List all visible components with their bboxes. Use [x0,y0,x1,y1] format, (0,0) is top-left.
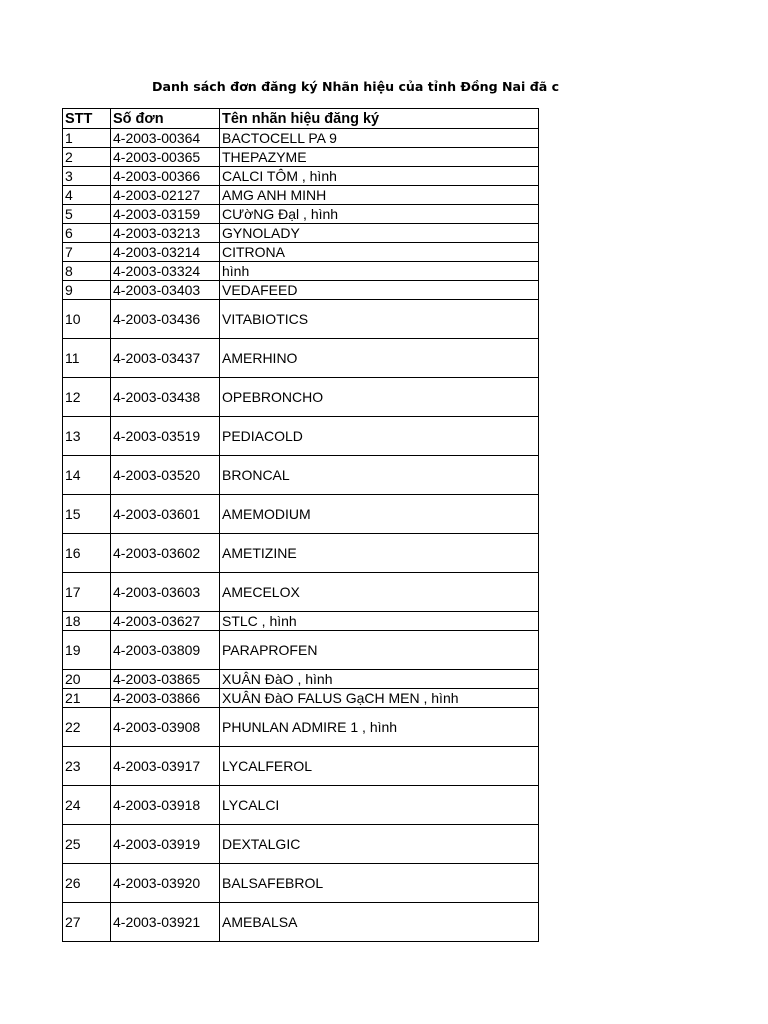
table-row [63,186,539,205]
table-row [63,339,539,378]
table-row [63,224,539,243]
table-row [63,495,539,534]
cell-stt: 11 [63,339,111,378]
table-row [63,786,539,825]
table-row [63,612,539,631]
cell-ten: VITABIOTICS [220,300,539,339]
table-row [63,708,539,747]
cell-stt: 25 [63,825,111,864]
table-row [63,903,539,942]
cell-so-don: 4-2003-03908 [111,708,220,747]
cell-so-don: 4-2003-03865 [111,670,220,689]
cell-ten: XUÂN ĐàO FALUS GạCH MEN , hình [220,689,539,708]
cell-stt: 5 [63,205,111,224]
cell-stt: 18 [63,612,111,631]
cell-ten: GYNOLADY [220,224,539,243]
table-row [63,167,539,186]
table-row [63,243,539,262]
cell-stt: 22 [63,708,111,747]
cell-ten: DEXTALGIC [220,825,539,864]
cell-ten: AMETIZINE [220,534,539,573]
cell-stt: 27 [63,903,111,942]
table-row [63,864,539,903]
cell-so-don: 4-2003-03324 [111,262,220,281]
cell-so-don: 4-2003-03214 [111,243,220,262]
cell-so-don: 4-2003-00365 [111,148,220,167]
cell-so-don: 4-2003-03919 [111,825,220,864]
cell-ten: PEDIACOLD [220,417,539,456]
cell-ten: STLC , hình [220,612,539,631]
table-row [63,534,539,573]
table-row [63,205,539,224]
cell-so-don: 4-2003-03403 [111,281,220,300]
cell-ten: AMEBALSA [220,903,539,942]
cell-stt: 8 [63,262,111,281]
cell-stt: 17 [63,573,111,612]
table-row [63,747,539,786]
cell-ten: BACTOCELL PA 9 [220,129,539,148]
cell-stt: 13 [63,417,111,456]
cell-ten: CƯờNG Đạl , hình [220,205,539,224]
cell-stt: 19 [63,631,111,670]
cell-stt: 6 [63,224,111,243]
cell-so-don: 4-2003-03213 [111,224,220,243]
cell-so-don: 4-2003-03520 [111,456,220,495]
table-row [63,670,539,689]
page-title: Danh sách đơn đăng ký Nhãn hiệu của tỉnh Đồng Nai đã c [152,79,560,94]
cell-so-don: 4-2003-03159 [111,205,220,224]
cell-stt: 21 [63,689,111,708]
table-row [63,631,539,670]
cell-so-don: 4-2003-03603 [111,573,220,612]
cell-ten: LYCALCI [220,786,539,825]
cell-ten: AMECELOX [220,573,539,612]
column-header-stt: STT [63,109,111,129]
cell-stt: 23 [63,747,111,786]
cell-stt: 3 [63,167,111,186]
cell-so-don: 4-2003-03917 [111,747,220,786]
cell-stt: 10 [63,300,111,339]
cell-so-don: 4-2003-03921 [111,903,220,942]
trademark-table [62,108,539,942]
cell-ten: XUÂN ĐàO , hình [220,670,539,689]
cell-so-don: 4-2003-03601 [111,495,220,534]
cell-ten: hình [220,262,539,281]
cell-ten: BALSAFEBROL [220,864,539,903]
cell-stt: 7 [63,243,111,262]
cell-stt: 9 [63,281,111,300]
cell-stt: 20 [63,670,111,689]
cell-stt: 24 [63,786,111,825]
cell-so-don: 4-2003-03436 [111,300,220,339]
cell-so-don: 4-2003-00364 [111,129,220,148]
cell-so-don: 4-2003-03918 [111,786,220,825]
cell-so-don: 4-2003-03519 [111,417,220,456]
cell-so-don: 4-2003-00366 [111,167,220,186]
cell-ten: AMERHINO [220,339,539,378]
cell-so-don: 4-2003-03627 [111,612,220,631]
cell-so-don: 4-2003-03920 [111,864,220,903]
cell-ten: CITRONA [220,243,539,262]
table-header-row [63,109,539,129]
cell-ten: OPEBRONCHO [220,378,539,417]
cell-so-don: 4-2003-03866 [111,689,220,708]
cell-so-don: 4-2003-03809 [111,631,220,670]
table-row [63,456,539,495]
table-row [63,825,539,864]
table-row [63,378,539,417]
cell-so-don: 4-2003-03437 [111,339,220,378]
table-row [63,300,539,339]
cell-so-don: 4-2003-02127 [111,186,220,205]
cell-ten: BRONCAL [220,456,539,495]
column-header-ten: Tên nhãn hiệu đăng ký [220,109,539,129]
cell-ten: AMEMODIUM [220,495,539,534]
cell-stt: 15 [63,495,111,534]
cell-ten: PARAPROFEN [220,631,539,670]
table-row [63,417,539,456]
cell-ten: VEDAFEED [220,281,539,300]
table-row [63,129,539,148]
cell-ten: PHUNLAN ADMIRE 1 , hình [220,708,539,747]
cell-so-don: 4-2003-03438 [111,378,220,417]
table-row [63,148,539,167]
table-row [63,573,539,612]
table-row [63,689,539,708]
cell-stt: 12 [63,378,111,417]
table-row [63,262,539,281]
cell-ten: THEPAZYME [220,148,539,167]
cell-ten: CALCI TÔM , hình [220,167,539,186]
table-row [63,281,539,300]
cell-ten: LYCALFEROL [220,747,539,786]
cell-stt: 16 [63,534,111,573]
cell-stt: 1 [63,129,111,148]
cell-stt: 4 [63,186,111,205]
cell-stt: 26 [63,864,111,903]
cell-ten: AMG ANH MINH [220,186,539,205]
column-header-so-don: Số đơn [111,109,220,129]
cell-so-don: 4-2003-03602 [111,534,220,573]
cell-stt: 14 [63,456,111,495]
cell-stt: 2 [63,148,111,167]
